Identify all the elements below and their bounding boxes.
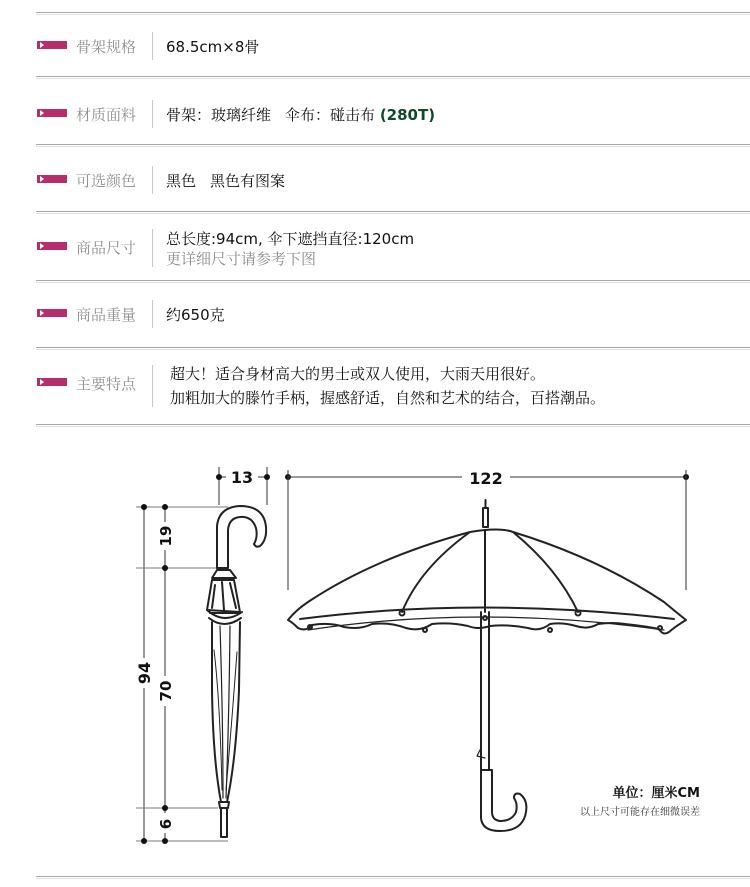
spec-label: 商品尺寸 — [76, 239, 137, 257]
dim-total-length-label: 94 — [135, 661, 154, 685]
frame-material-text: 骨架：玻璃纤维 — [166, 106, 272, 124]
dim-body-length-label: 70 — [157, 680, 175, 702]
feature-line: 超大！适合身材高大的男士或双人使用，大雨天用很好。 — [170, 365, 546, 383]
feature-line: 加粗加大的滕竹手柄，握感舒适，自然和艺术的结合，百搭潮品。 — [170, 389, 606, 407]
spec-label: 商品重量 — [76, 306, 137, 324]
open-umbrella-drawing — [288, 500, 686, 831]
dim-handle-width-label: 13 — [230, 468, 254, 487]
spec-value: 约650克 — [166, 306, 225, 324]
spec-value: 68.5cm×8骨 — [166, 38, 260, 56]
cloth-spec-highlight: (280T) — [379, 106, 436, 124]
spec-label: 主要特点 — [76, 375, 137, 393]
cloth-material-text: 伞布：碰击布 — [285, 106, 376, 124]
spec-label: 可选颜色 — [76, 172, 137, 190]
closed-umbrella-dimensions — [136, 467, 267, 841]
color-option: 黑色有图案 — [210, 172, 286, 190]
error-note: 以上尺寸可能存在细微误差 — [580, 807, 700, 818]
dim-tip-length-label: 6 — [157, 818, 175, 830]
color-option: 黑色 — [166, 172, 197, 190]
spec-label: 材质面料 — [76, 106, 137, 124]
dim-open-width-label: 122 — [469, 469, 503, 488]
spec-value: 总长度:94cm, 伞下遮挡直径:120cm — [166, 230, 415, 248]
dim-handle-height-label: 19 — [157, 525, 175, 547]
unit-label: 单位：厘米CM — [612, 786, 700, 801]
spec-label: 骨架规格 — [76, 38, 137, 56]
closed-umbrella-drawing — [207, 506, 266, 837]
spec-note: 更详细尺寸请参考下图 — [166, 250, 317, 268]
